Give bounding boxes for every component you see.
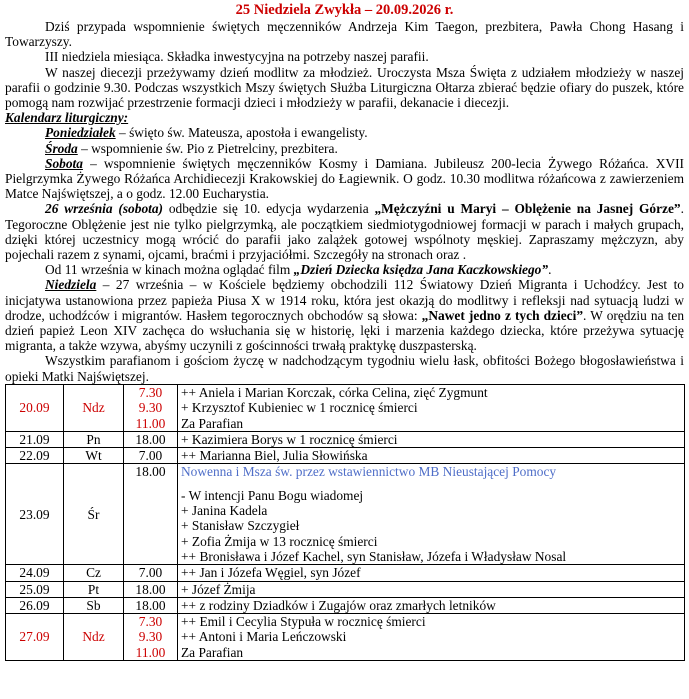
mass-time: 7.00 xyxy=(138,448,163,464)
schedule-times xyxy=(124,614,178,661)
mass-intention: Za Parafian xyxy=(181,415,244,431)
announcement-saints: Dziś przypada wspomnienie świętych męczenników Andrzeja Kim Taegon, prezbitera, Pawła Chong Hasang i Towarzyszy. xyxy=(5,19,684,50)
calendar-monday: Poniedziałek – święto św. Mateusza, apostoła i ewangelisty. xyxy=(45,125,368,141)
schedule-times xyxy=(124,565,178,581)
schedule-times xyxy=(124,448,178,464)
schedule-date: 24.09 xyxy=(6,565,64,581)
schedule-intentions xyxy=(178,464,685,565)
announcements-text xyxy=(5,19,684,384)
announcement-youth-day: W naszej diecezji przeżywamy dzień modlitw za młodzież. Uroczysta Msza Święta z udziałem młodzieży w naszej parafii o godzinie 9.30. Podczas wszystkich Mszy świętych Służba Liturgiczna Ołtarza zbierać będzie ofiary do puszek, które pomogą nam rozwijać przestrzenie formacji dzieci i młodzieży w parafii, dekanacie i diecezji. xyxy=(5,64,684,111)
mass-time: 18.00 xyxy=(135,431,166,447)
announcement-migrant-day: Niedziela – 27 września – w Kościele będziemy obchodzili 112 Światowy Dzień Migranta i Uchodźcy. Jest to inicjatywa ustanowiona przez papieża Piusa X w 1914 roku, która jest okazją do modlitwy i refleksji nad sytuacją ludzi w drodze, uchodźców i migrantów. Hasłem tegorocznych obchodów są słowa: „Nawet jedno z tych dzieci”. W orędziu na ten dzień papież Leon XIV zachęca do wsłuchania się w historię, lęki i marzenia każdego dziecka, które przeżywa sytuację migranta, a także wzywa, abyśmy uczynili z gościnności trwałą praktykę duszpasterską. xyxy=(5,277,685,354)
schedule-times xyxy=(124,385,178,432)
mass-intention: Za Parafian xyxy=(181,644,244,660)
schedule-day: Ndz xyxy=(64,385,124,432)
schedule-day: Ndz xyxy=(64,614,124,661)
novena-note: Nowenna i Msza św. przez wstawiennictwo MB Nieustającej Pomocy xyxy=(181,464,557,480)
calendar-wednesday: Środa – wspomnienie św. Pio z Pietrelciny, prezbitera. xyxy=(45,140,338,156)
mass-intention: ++ Jan i Józefa Węgiel, syn Józef xyxy=(181,565,361,581)
mass-intention: + Janina Kadela xyxy=(181,503,268,519)
mass-intentions-table xyxy=(5,384,685,661)
schedule-row xyxy=(6,385,685,432)
mass-time: 18.00 xyxy=(135,464,166,480)
mass-time: 11.00 xyxy=(135,415,166,431)
mass-time: 11.00 xyxy=(135,644,166,660)
mass-intention: ++ z rodziny Dziadków i Zugajów oraz zmarłych letników xyxy=(181,597,496,613)
calendar-heading: Kalendarz liturgiczny: xyxy=(5,110,129,126)
schedule-intentions xyxy=(178,597,685,613)
schedule-row xyxy=(6,597,685,613)
mass-intention: + Stanisław Szczygieł xyxy=(181,518,300,534)
announcements-page xyxy=(5,0,684,384)
schedule-date: 21.09 xyxy=(6,431,64,447)
schedule-times xyxy=(124,464,178,565)
schedule-intentions xyxy=(178,565,685,581)
schedule-row xyxy=(6,581,685,597)
mass-time: 9.30 xyxy=(138,400,163,416)
schedule-date: 27.09 xyxy=(6,614,64,661)
mass-intention: ++ Emil i Cecylia Stypuła w rocznicę śmierci xyxy=(181,614,426,630)
calendar-saturday: Sobota – wspomnienie świętych męczenników Kosmy i Damiana. Jubileusz 200-lecia Żywego Różańca. XVII Pielgrzymka Żywego Różańca Archidiecezji Krakowskiej do Łagiewnik. O godz. 10.30 modlitwa różańcowa z zawierzeniem Matce Najświętszej, a o godz. 12.00 Eucharystia. xyxy=(5,155,684,202)
schedule-intentions xyxy=(178,431,685,447)
schedule-intentions xyxy=(178,448,685,464)
schedule-row xyxy=(6,614,685,661)
schedule-date: 25.09 xyxy=(6,581,64,597)
schedule-date: 22.09 xyxy=(6,448,64,464)
schedule-row xyxy=(6,565,685,581)
mass-intention: ++ Marianna Biel, Julia Słowińska xyxy=(181,448,368,464)
schedule-times xyxy=(124,597,178,613)
page-title: 25 Niedziela Zwykła – 20.09.2026 r. xyxy=(235,2,454,18)
schedule-times xyxy=(124,581,178,597)
schedule-day: Cz xyxy=(64,565,124,581)
announcement-closing: Wszystkim parafianom i gościom życzę w nadchodzącym tygodniu wielu łask, obfitości Bożego błogosławieństwa i opieki Matki Najświętszej. xyxy=(5,353,684,384)
schedule-times xyxy=(124,431,178,447)
mass-time: 18.00 xyxy=(135,597,166,613)
schedule-row xyxy=(6,464,685,565)
spacer xyxy=(181,480,681,488)
schedule-day: Sb xyxy=(64,597,124,613)
schedule-intentions xyxy=(178,614,685,661)
schedule-date: 26.09 xyxy=(6,597,64,613)
mass-time: 7.30 xyxy=(138,385,163,400)
announcement-film: Od 11 września w kinach można oglądać film „Dzień Dziecka księdza Jana Kaczkowskiego”. xyxy=(45,262,552,278)
mass-intention: + Krzysztof Kubieniec w 1 rocznicę śmierci xyxy=(181,400,418,416)
schedule-row xyxy=(6,448,685,464)
announcement-jasna-gora: 26 września (sobota) odbędzie się 10. edycja wydarzenia „Mężczyźni u Maryi – Oblężenie na Jasnej Górze”. Tegoroczne Oblężenie jest nie tylko pielgrzymką, ale początkiem siedmiotygodniowej formacji w parach i małych grupach, dzięki której uczestnicy mogą wrócić do parafii jako zalążek gotowej wspólnoty męskiej. Zapraszamy mężczyzn, aby pojechali razem z synami, ojcami, braćmi i przyjaciółmi. Szczegóły na stronach oraz . xyxy=(5,201,684,263)
schedule-body xyxy=(6,385,685,661)
announcement-collection: III niedziela miesiąca. Składka inwestycyjna na potrzeby naszej parafii. xyxy=(45,49,429,65)
mass-intention: ++ Bronisława i Józef Kachel, syn Stanisław, Józefa i Władysław Nosal xyxy=(181,548,567,564)
mass-time: 9.30 xyxy=(138,629,163,645)
mass-intention: - W intencji Panu Bogu wiadomej xyxy=(181,487,364,503)
schedule-intentions xyxy=(178,581,685,597)
mass-time: 7.30 xyxy=(138,614,163,630)
schedule-day: Pn xyxy=(64,431,124,447)
mass-intention: + Kazimiera Borys w 1 rocznicę śmierci xyxy=(181,431,398,447)
schedule-intentions xyxy=(178,385,685,432)
schedule-row xyxy=(6,431,685,447)
mass-time: 7.00 xyxy=(138,565,163,581)
schedule-day: Śr xyxy=(64,464,124,565)
schedule-date: 20.09 xyxy=(6,385,64,432)
mass-intention: + Józef Żmija xyxy=(181,581,256,597)
schedule-day: Pt xyxy=(64,581,124,597)
mass-intention: ++ Antoni i Maria Leńczowski xyxy=(181,629,347,645)
mass-intention: + Zofia Żmija w 13 rocznicę śmierci xyxy=(181,533,378,549)
schedule-day: Wt xyxy=(64,448,124,464)
mass-time: 18.00 xyxy=(135,581,166,597)
mass-intention: ++ Aniela i Marian Korczak, córka Celina, zięć Zygmunt xyxy=(181,385,488,400)
schedule-date: 23.09 xyxy=(6,464,64,565)
